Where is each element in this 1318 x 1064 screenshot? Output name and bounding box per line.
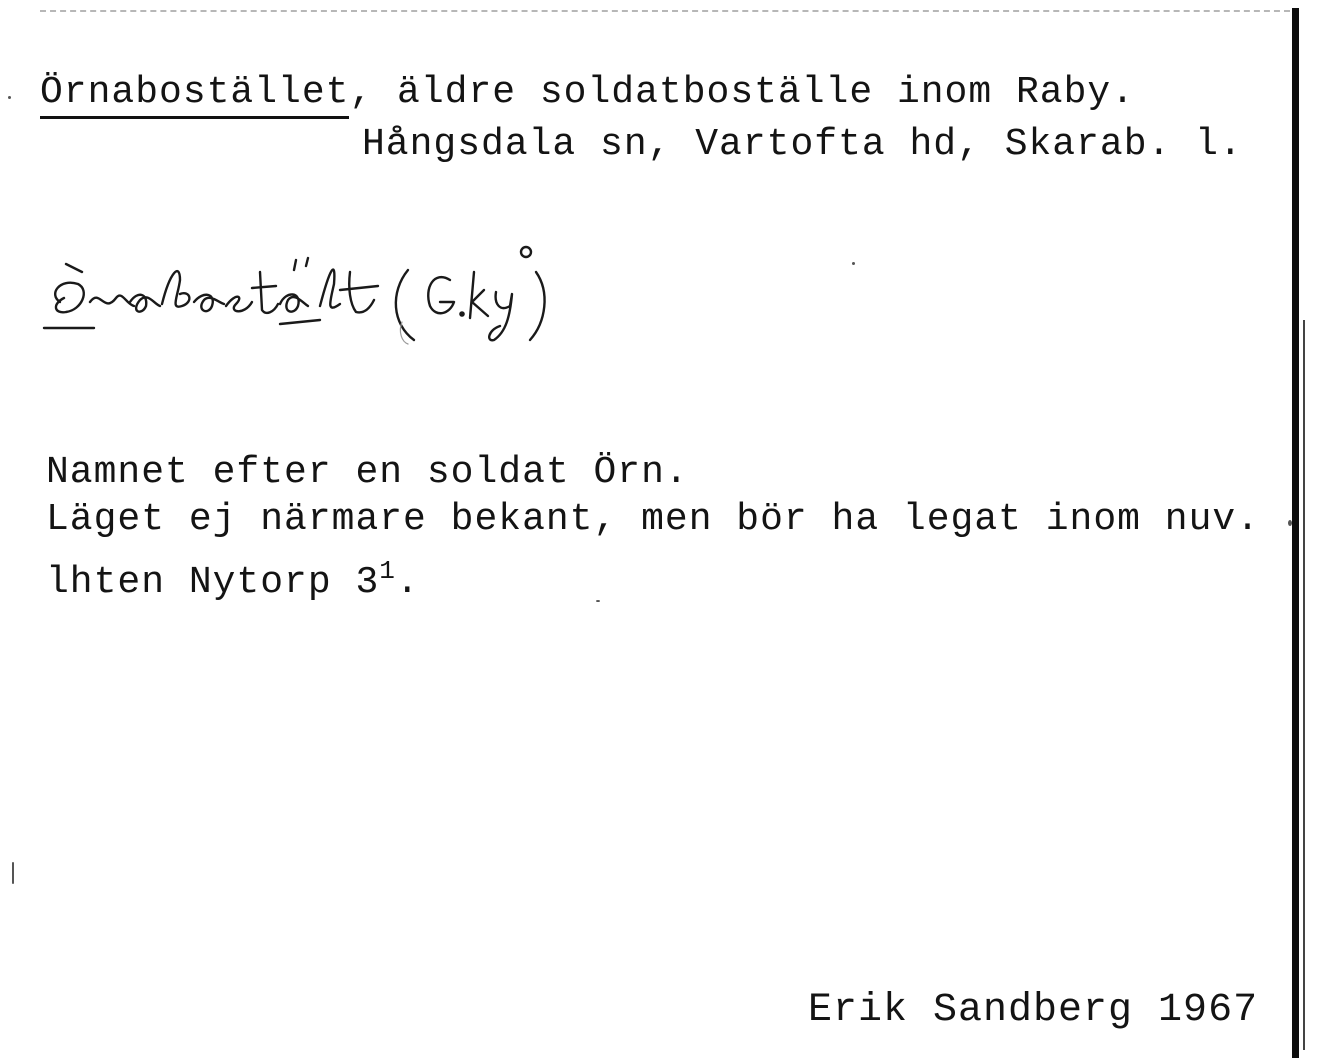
body-line-3: [46, 548, 420, 606]
handwritten-annotation: [30, 232, 690, 352]
card-right-edge: [1292, 8, 1299, 1058]
paper-speck: [8, 96, 11, 99]
body-line-1: Namnet efter en soldat Örn.: [46, 451, 689, 494]
body-line-2: Läget ej närmare bekant, men bör ha legat inom nuv.: [46, 498, 1260, 541]
headline: [40, 70, 1135, 116]
signature: Erik Sandberg 1967: [808, 988, 1259, 1033]
headline-description: , äldre soldatboställe inom Raby.: [349, 71, 1135, 114]
superscript: 1: [379, 556, 396, 586]
paper-speck: [852, 262, 855, 265]
body-line-3-end: .: [395, 561, 420, 604]
headword: Örnabostället: [40, 71, 349, 119]
paper-speck: [1288, 520, 1292, 526]
card-right-edge-shadow: [1303, 320, 1305, 1050]
location-line: Hångsdala sn, Vartofta hd, Skarab. l.: [362, 123, 1243, 166]
body-line-3-text: lhten Nytorp 3: [46, 561, 380, 604]
paper-speck: [12, 862, 14, 884]
paper-speck: [596, 600, 600, 602]
card-top-edge: [40, 10, 1290, 12]
